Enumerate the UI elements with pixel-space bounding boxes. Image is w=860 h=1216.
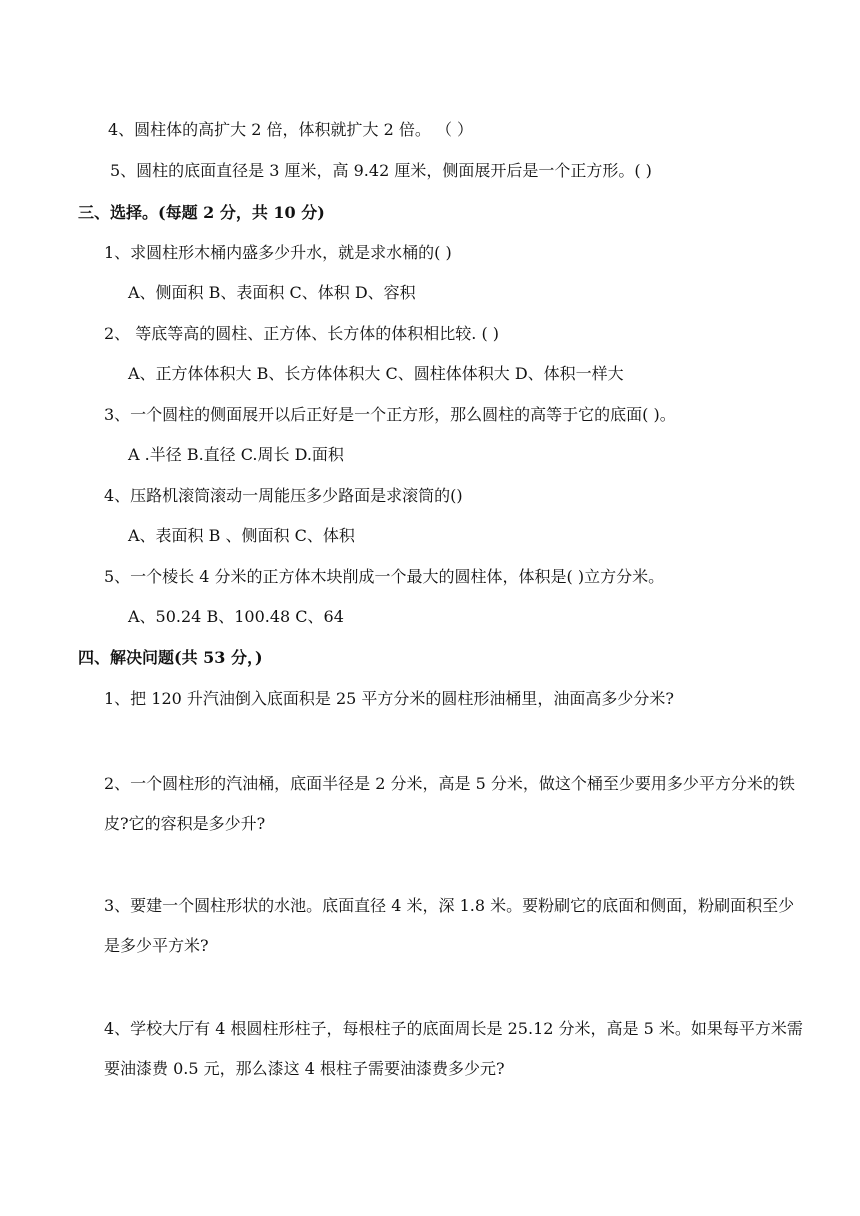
choice-question-4: 4、压路机滚筒滚动一周能压多少路面是求滚筒的() [104, 486, 463, 505]
section-heading-solve: 四、解决问题(共 53 分，) [78, 648, 263, 667]
choice-options-3: A .半径 B.直径 C.周长 D.面积 [128, 445, 344, 464]
solve-problem-4: 4、学校大厅有 4 根圆柱形柱子，每根柱子的底面周长是 25.12 分米，高是 5 米。如果每平方米需要油漆费 0.5 元，那么漆这 4 根柱子需要油漆费多少元? [104, 1019, 803, 1078]
judge-question-5: 5、圆柱的底面直径是 3 厘米，高 9.42 厘米，侧面展开后是一个正方形。( ) [110, 161, 652, 180]
choice-options-1: A、侧面积 B、表面积 C、体积 D、容积 [128, 283, 416, 302]
choice-question-5: 5、一个棱长 4 分米的正方体木块削成一个最大的圆柱体，体积是( )立方分米。 [104, 567, 665, 586]
solve-problem-3: 3、要建一个圆柱形状的水池。底面直径 4 米，深 1.8 米。要粉刷它的底面和侧面，粉刷面积至少是多少平方米? [104, 896, 795, 955]
section-heading-choice: 三、选择。(每题 2 分，共 10 分) [78, 203, 325, 222]
choice-options-4: A、表面积 B 、侧面积 C、体积 [128, 526, 355, 545]
judge-question-4: 4、圆柱体的高扩大 2 倍，体积就扩大 2 倍。 （ ） [108, 120, 474, 139]
solve-problem-1: 1、把 120 升汽油倒入底面积是 25 平方分米的圆柱形油桶里，油面高多少分米? [104, 689, 675, 708]
choice-question-2: 2、 等底等高的圆柱、正方体、长方体的体积相比较. ( ) [104, 324, 500, 343]
choice-question-1: 1、求圆柱形木桶内盛多少升水，就是求水桶的( ) [104, 243, 452, 262]
choice-options-5: A、50.24 B、100.48 C、64 [128, 607, 344, 626]
solve-problem-2: 2、一个圆柱形的汽油桶，底面半径是 2 分米，高是 5 分米，做这个桶至少要用多少平方分米的铁皮?它的容积是多少升? [104, 774, 795, 833]
choice-question-3: 3、一个圆柱的侧面展开以后正好是一个正方形，那么圆柱的高等于它的底面( )。 [104, 405, 676, 424]
choice-options-2: A、正方体体积大 B、长方体体积大 C、圆柱体体积大 D、体积一样大 [128, 364, 624, 383]
